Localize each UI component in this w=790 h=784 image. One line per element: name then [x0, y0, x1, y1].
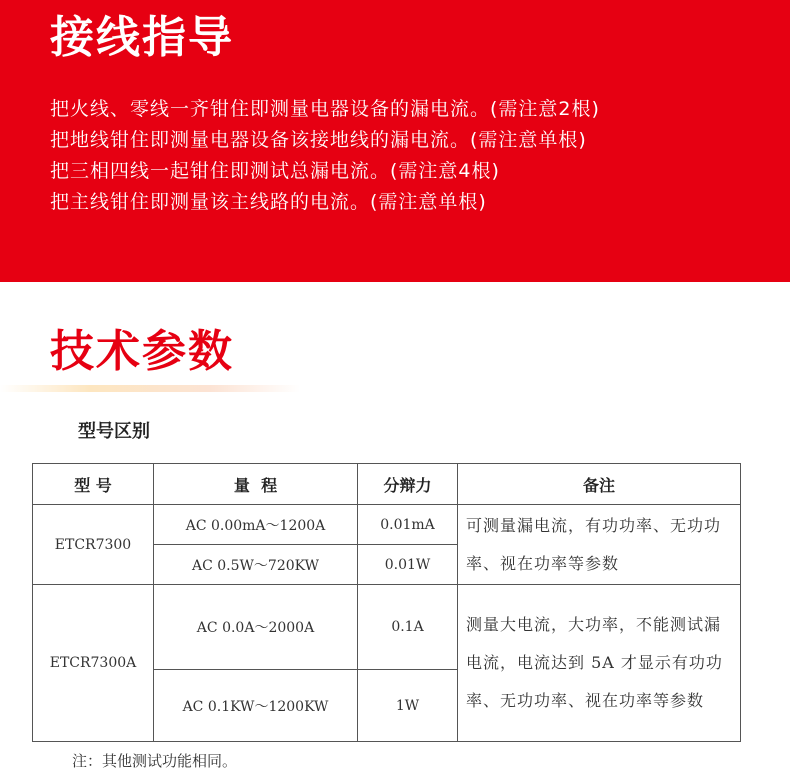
notes-cell: 可测量漏电流，有功功率、无功功率、视在功率等参数 — [458, 505, 741, 585]
model-difference-subtitle: 型号区别 — [78, 421, 150, 442]
resolution-cell: 1W — [358, 670, 458, 742]
notes-cell: 测量大电流，大功率，不能测试漏电流，电流达到 5A 才显示有功功率、无功功率、视在功率等参数 — [458, 585, 741, 742]
table-row — [33, 585, 741, 670]
range-cell: AC 0.1KW～1200KW — [154, 670, 358, 742]
specs-title: 技术参数 — [50, 326, 234, 377]
resolution-cell: 0.1A — [358, 585, 458, 670]
model-spec-table — [32, 463, 741, 742]
header-notes: 备注 — [458, 464, 741, 505]
header-resolution: 分辩力 — [358, 464, 458, 505]
resolution-cell: 0.01W — [358, 545, 458, 585]
header-range: 量 程 — [154, 464, 358, 505]
wiring-guide-title: 接线指导 — [50, 12, 234, 63]
range-cell: AC 0.5W～720KW — [154, 545, 358, 585]
range-cell: AC 0.00mA～1200A — [154, 505, 358, 545]
wiring-guide-banner — [0, 0, 790, 282]
wiring-instruction: 把三相四线一起钳住即测试总漏电流。(需注意4根) — [50, 160, 500, 182]
wiring-instruction: 把地线钳住即测量电器设备该接地线的漏电流。(需注意单根) — [50, 129, 587, 151]
header-model: 型 号 — [33, 464, 154, 505]
wiring-instructions-list — [50, 94, 600, 218]
model-cell: ETCR7300 — [33, 505, 154, 585]
wiring-instruction: 把火线、零线一齐钳住即测量电器设备的漏电流。(需注意2根) — [50, 98, 600, 120]
table-header-row — [33, 464, 741, 505]
resolution-cell: 0.01mA — [358, 505, 458, 545]
footnote: 注：其他测试功能相同。 — [72, 752, 238, 770]
wiring-instruction: 把主线钳住即测量该主线路的电流。(需注意单根) — [50, 191, 487, 213]
specs-title-underline — [0, 385, 300, 392]
table-row — [33, 505, 741, 545]
range-cell: AC 0.0A～2000A — [154, 585, 358, 670]
model-cell: ETCR7300A — [33, 585, 154, 742]
